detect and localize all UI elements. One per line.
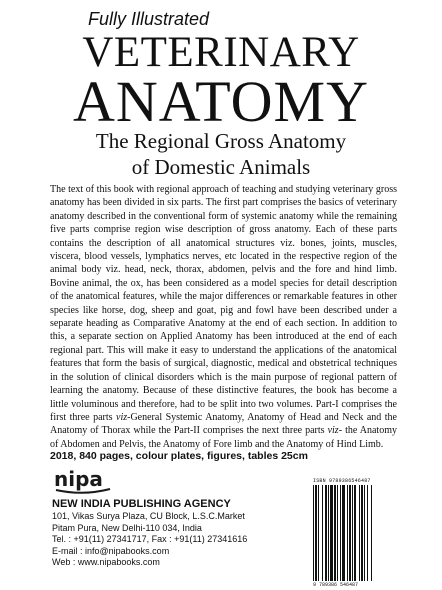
- book-specs: 2018, 840 pages, colour plates, figures, tables 25cm: [50, 450, 308, 462]
- publisher-address-1: 101, Vikas Surya Plaza, CU Block, L.S.C.Market: [52, 511, 245, 521]
- barcode-bar: [352, 485, 353, 581]
- barcode-bar: [349, 485, 351, 581]
- publisher-address-2: Pitam Pura, New Delhi-110 034, India: [52, 522, 202, 533]
- barcode-bar: [334, 485, 336, 581]
- barcode-bar: [354, 485, 356, 581]
- barcode-bar: [340, 485, 341, 581]
- book-description: [50, 183, 397, 451]
- barcode-bar: [364, 485, 365, 581]
- publisher-logo: [52, 465, 114, 495]
- description-text-1: The text of this book with regional approach of teaching and studying veterinary gross anatomy has been divided in six parts. The first part comprises the basics of veterinary anatomy described in the conventional form of systemic anatomy while the remaining five parts comprise region wise description of gross anatomy. Each of these parts contains the description of all anatomical structures viz. bones, joints, muscles, viscera, blood vessels, lymphatics nerves, etc located in the respective region of the animal body viz. head, neck, thorax, abdomen, pelvis and the fore and hind limb. Bovine animal, the ox, has been considered as a model species for detail description of the anatomical features, while the major differences or remarkable features in other species like horse, dog, sheep and goat, pig and fowl have been described under a separate heading as Comparative Anatomy at the end of each section. In addition to this, a separate section on Applied Anatomy has been introduced at the end of each regional part. This will make it easy to understand the applications of the anatomical features that form the basis of surgical, diagnostic, medical and obstetrical techniques in the solution of clinical disorders which is the main purpose of regional pattern of learning the anatomy. Because of these distinctive features, the book has become a little voluminous and therefore, had to be split into two volumes. Part-I comprises the first three parts: [50, 184, 397, 423]
- publisher-phone: Tel. : +91(11) 27341717, Fax : +91(11) 27341616: [52, 534, 248, 544]
- title-line-2: ANATOMY: [73, 69, 369, 134]
- barcode-bar: [330, 485, 333, 581]
- description-viz-1: viz: [116, 411, 128, 423]
- barcode-bar: [315, 485, 317, 581]
- barcode-bar: [328, 485, 329, 581]
- description-text-2: -General Systemic Anatomy, Anatomy of Head and Neck and the Anatomy of Thorax while the Part-II comprises the next three parts: [50, 411, 397, 437]
- subtitle: [0, 128, 442, 180]
- isbn-barcode: [313, 485, 393, 581]
- publisher-web: Web : www.nipabooks.com: [52, 557, 160, 567]
- subtitle-line-1: The Regional Gross Anatomy: [95, 129, 347, 153]
- barcode-bar: [313, 485, 314, 581]
- description-viz-2: viz: [327, 425, 339, 437]
- publisher-email: E-mail : info@nipabooks.com: [52, 545, 170, 556]
- barcode-bar: [361, 485, 363, 581]
- title-line-1: VETERINARY: [82, 29, 360, 76]
- barcode-bar: [337, 485, 338, 581]
- subtitle-line-2: of Domestic Animals: [131, 155, 311, 179]
- barcode-bar: [342, 485, 345, 581]
- barcode-bar: [322, 485, 323, 581]
- barcode-bar: [318, 485, 319, 581]
- barcode-bar: [359, 485, 360, 581]
- publisher-info: [52, 497, 247, 569]
- logo-text: nipa: [54, 467, 103, 491]
- barcode-bar: [347, 485, 348, 581]
- barcode-bar: [367, 485, 368, 581]
- isbn-label: ISBN 9789386546487: [313, 478, 371, 484]
- barcode-bar: [371, 485, 372, 581]
- tagline: Fully Illustrated: [88, 9, 210, 29]
- description-text-3: - the Anatomy of Abdomen and Pelvis, the Anatomy of Fore limb and the Anatomy of Hind Limb.: [50, 425, 397, 450]
- barcode-bar: [325, 485, 327, 581]
- isbn-number: 9 789386 546487: [313, 582, 359, 588]
- publisher-name: NEW INDIA PUBLISHING AGENCY: [52, 498, 231, 510]
